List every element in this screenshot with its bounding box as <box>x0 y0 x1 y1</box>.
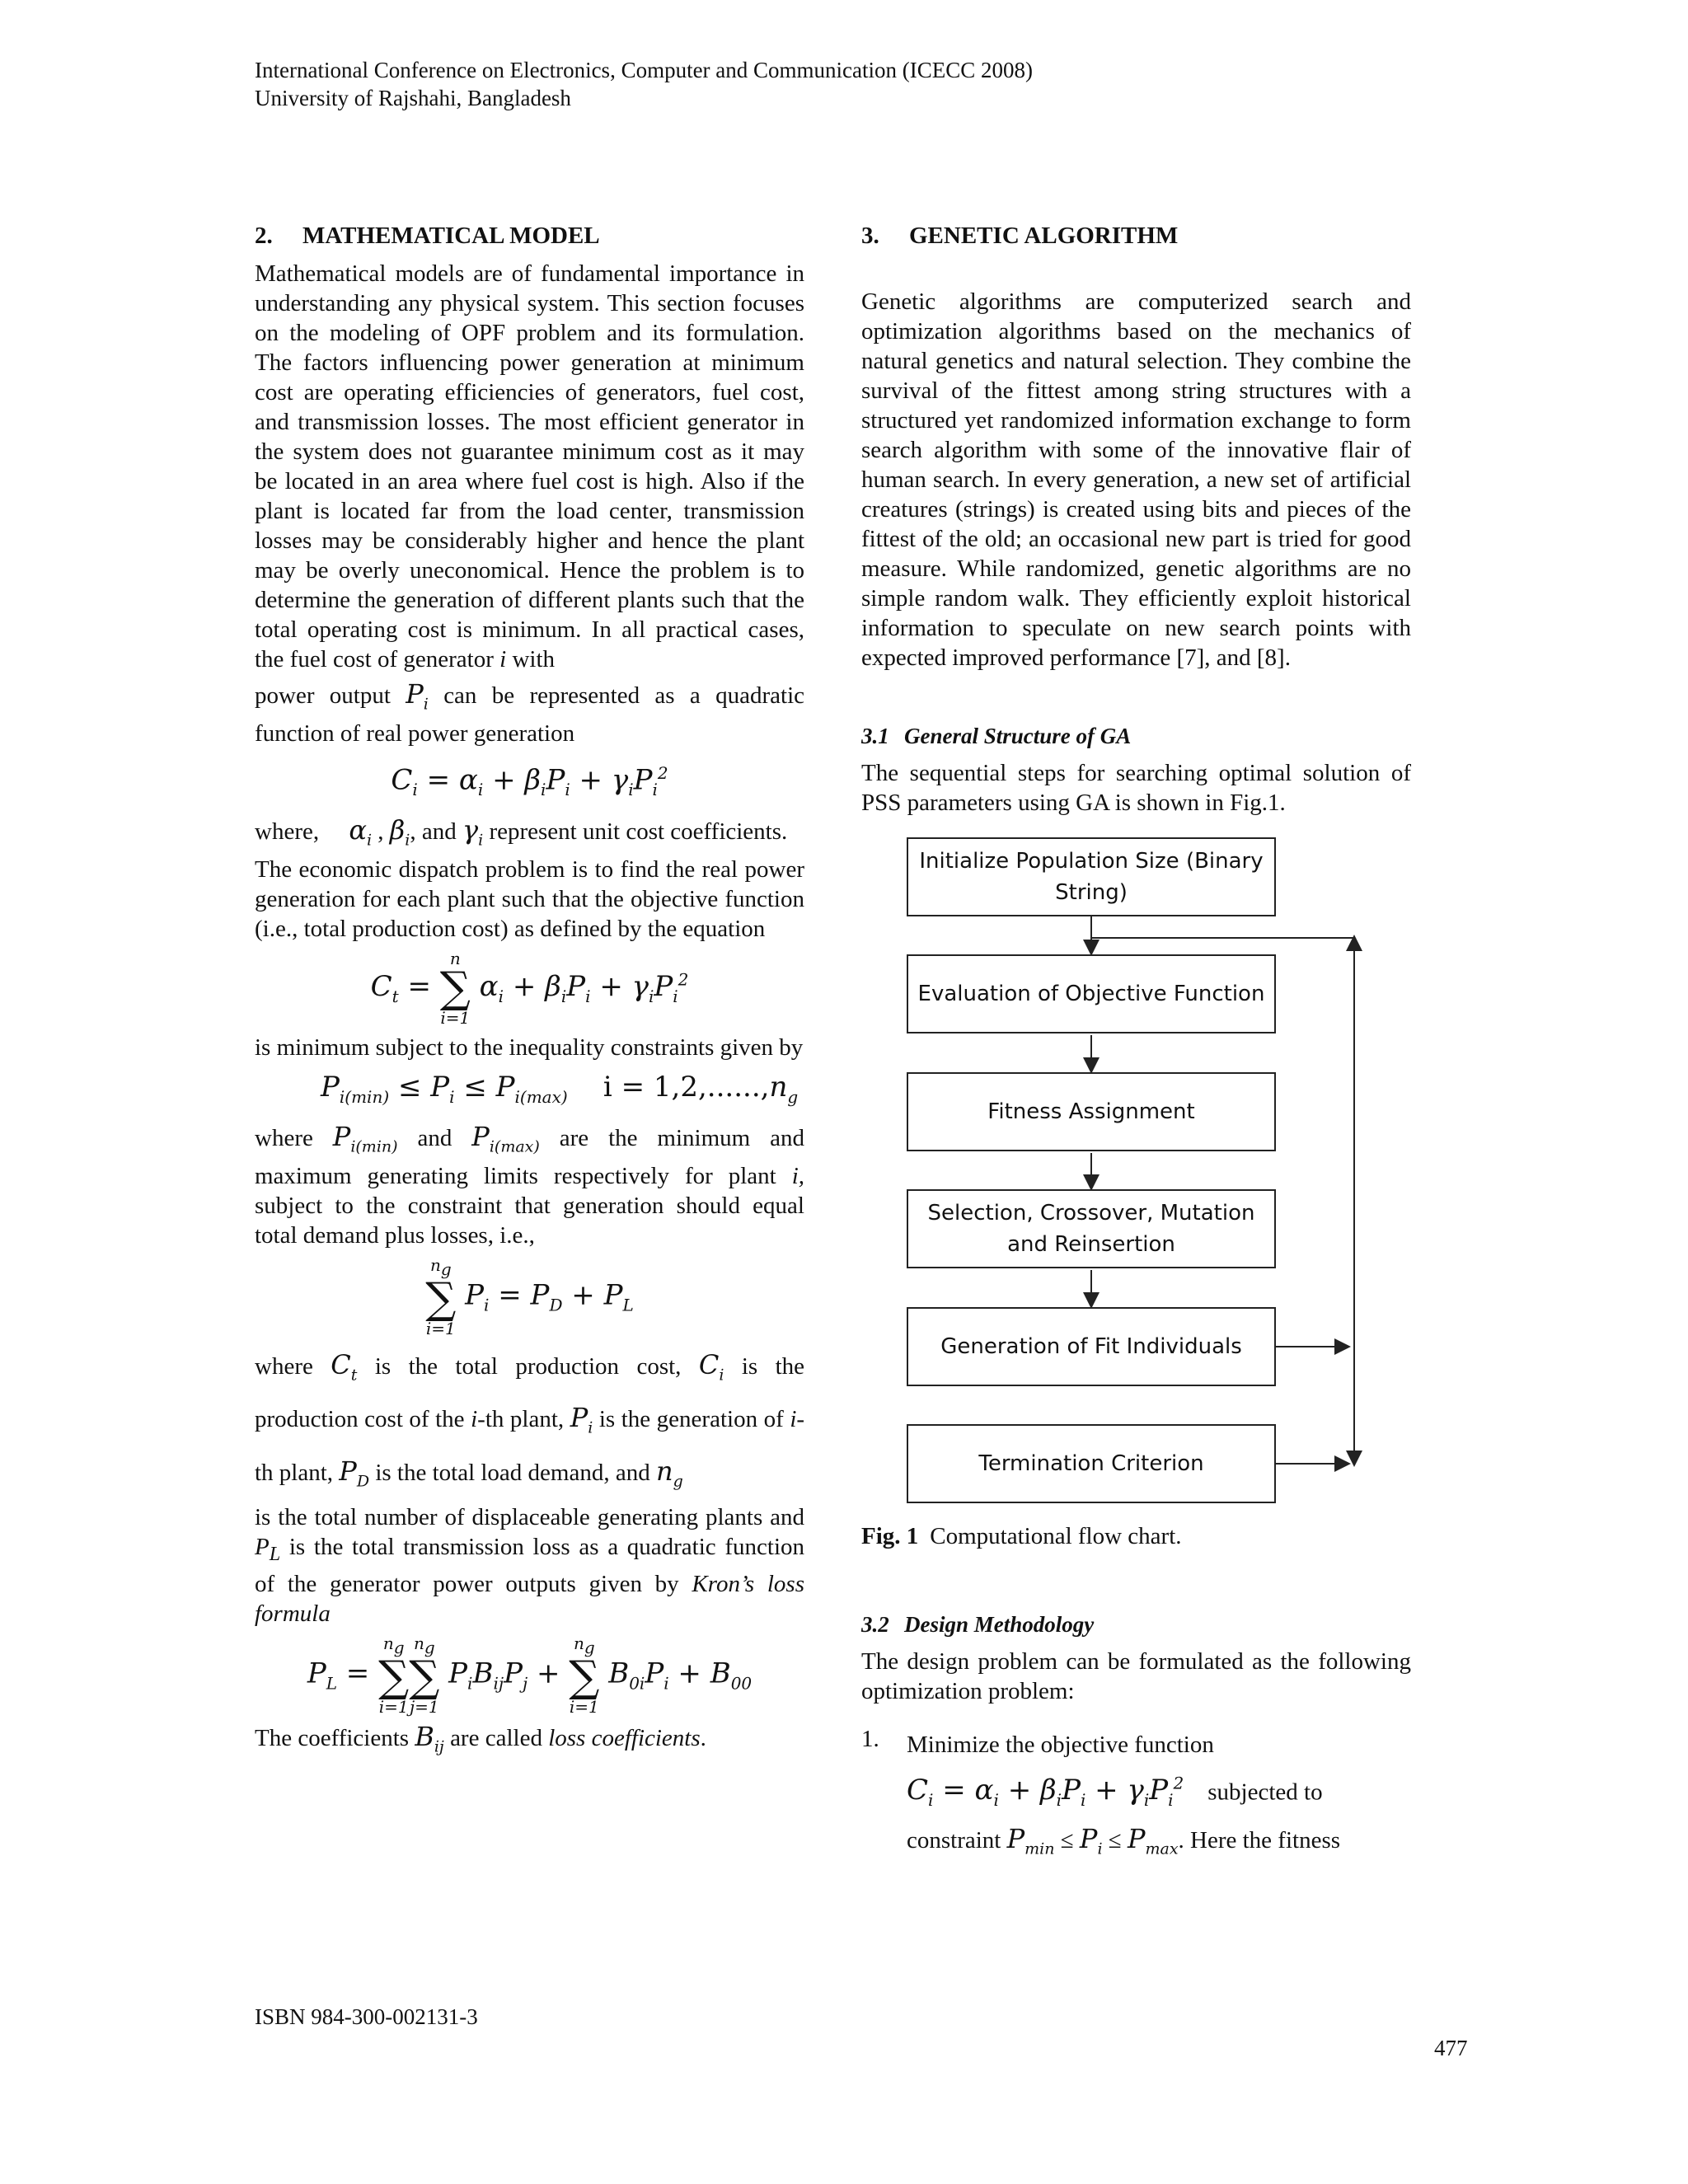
power-output-text: power output $P_i$ can be represented as a quadratic function of real power generation <box>255 678 804 748</box>
header-line-2: University of Rajshahi, Bangladesh <box>255 86 571 110</box>
flow-chart <box>861 837 1411 1513</box>
right-column <box>861 221 1411 1870</box>
total-cost-equation: $C_t$ = n ∑ i=1 $\alpha_i + \beta_iP_i + \gamma_iP_i^2$ <box>370 948 689 1028</box>
left-column <box>255 221 804 1761</box>
section-2-paragraph-1: Mathematical models are of fundamental importance in understanding any physical system. This section focuses on the modeling of OPF problem and its formulation. The factors influencing power generation at minimum cost are operating efficiencies of generators, fuel cost, and transmission losses. The most efficient generator in the system does not guarantee minimum cost as it may be located in an area where fuel cost is high. Also if the plant is located far from the load center, transmission losses may be considerably higher and hence the plant may be overly uneconomical. Hence the problem is to determine the generation of different plants such that the total operating cost is minimum. In all practical cases, the fuel cost of generator i with <box>255 260 804 673</box>
flow-box-selection: Selection, Crossover, Mutation and Reinsertion <box>907 1189 1276 1268</box>
section-2-heading: 2. MATHEMATICAL MODEL <box>255 223 600 249</box>
subsection-3-2-paragraph: The design problem can be formulated as the following optimization problem: <box>861 1648 1411 1704</box>
isbn-footer: ISBN 984-300-002131-3 <box>255 2004 478 2029</box>
section-2-paragraph-2: The economic dispatch problem is to find the real power generation for each plant such that the objective function (i.e., total production cost) as defined by the equation <box>255 855 804 942</box>
flow-box-termination: Termination Criterion <box>907 1424 1276 1503</box>
subsection-3-2-heading: 3.2 Design Methodology <box>861 1612 1095 1637</box>
section-3-paragraph-1: Genetic algorithms are computerized search and optimization algorithms based on the mechanics of natural genetics and natural selection. They combine the survival of the fittest among string structures with a structured yet randomized information exchange to form search algorithm with some of the innovative flair of human search. In every generation, a new set of artificial creatures (strings) is created using bits and pieces of the fittest of the old; an occasional new part is tried for good measure. While randomized, genetic algorithms are no simple random walk. They efficiently exploit historical information to speculate on new search points with expected improved performance [7], and [8]. <box>861 288 1411 671</box>
section-3-heading: 3. GENETIC ALGORITHM <box>861 223 1179 249</box>
where-definitions: where $C_t$ is the total production cost, $C_i$ is the production cost of the i-th plant, $P_i$ is the generation of i-th plant, $P_D$ is the total load demand, and $n_g$ <box>255 1349 805 1491</box>
where-definitions-cont: is the total number of displaceable generating plants and $P_L$ is the total transmission loss as a quadratic function of the generator power outputs given by Kron’s loss formula <box>255 1504 805 1628</box>
where-coefficients: where, $\alpha_i$ , $\beta_i$, and $\gamma_i$ represent unit cost coefficients. <box>255 813 788 849</box>
header-line-1: International Conference on Electronics, Computer and Communication (ICECC 2008) <box>255 58 1034 82</box>
figure-caption: Fig. 1 Computational flow chart. <box>861 1523 1182 1549</box>
loss-coefficients-text: The coefficients $B_{ij}$ are called loss coefficients. <box>255 1721 706 1756</box>
kron-loss-equation: $P_L$ = $n_g$ ∑ i=1 $n_g$ ∑ j=1 $P_iB_{ij}P_j$ + $n_g$ ∑ i=1 $B_{0i}P_i + B_{00}$ <box>307 1633 753 1718</box>
subsection-3-1-paragraph: The sequential steps for searching optimal solution of PSS parameters using GA is shown in Fig.1. <box>861 760 1411 816</box>
page-number: 477 <box>1434 2036 1468 2060</box>
flow-chart-arrows <box>861 837 1411 1513</box>
flow-box-evaluation: Evaluation of Objective Function <box>907 954 1276 1033</box>
flow-box-initialize: Initialize Population Size (Binary String) <box>907 837 1276 916</box>
subsection-3-1-heading: 3.1 General Structure of GA <box>861 724 1132 748</box>
inequality-constraint: $P_{i(min)} \le P_i \le P_{i(max)}$ $i = 1,2,......,n_g$ <box>321 1070 799 1107</box>
flow-box-generation: Generation of Fit Individuals <box>907 1307 1276 1386</box>
where-limits: where $P_{i(min)}$ and $P_{i(max)}$ are the minimum and maximum generating limits respectively for plant i, subject to the constraint that generation should equal total demand plus losses, i.e., <box>255 1120 805 1249</box>
section-2-paragraph-3: is minimum subject to the inequality constraints given by <box>255 1033 804 1061</box>
flow-box-fitness: Fitness Assignment <box>907 1072 1276 1151</box>
power-balance-equation: $n_g$ ∑ i=1 $P_i = P_D + P_L$ <box>425 1255 634 1339</box>
conference-header <box>255 56 1033 112</box>
list-item-1: 1. Minimize the objective function $C_i = \alpha_i + \beta_iP_i + \gamma_iP_i^2$ subjected to constraint $P_{min} \le P_i \le P_{max}$. Here the fitness <box>861 1726 1341 1858</box>
cost-equation: $C_i = \alpha_i + \beta_iP_i + \gamma_iP_i^2$ <box>391 763 668 800</box>
